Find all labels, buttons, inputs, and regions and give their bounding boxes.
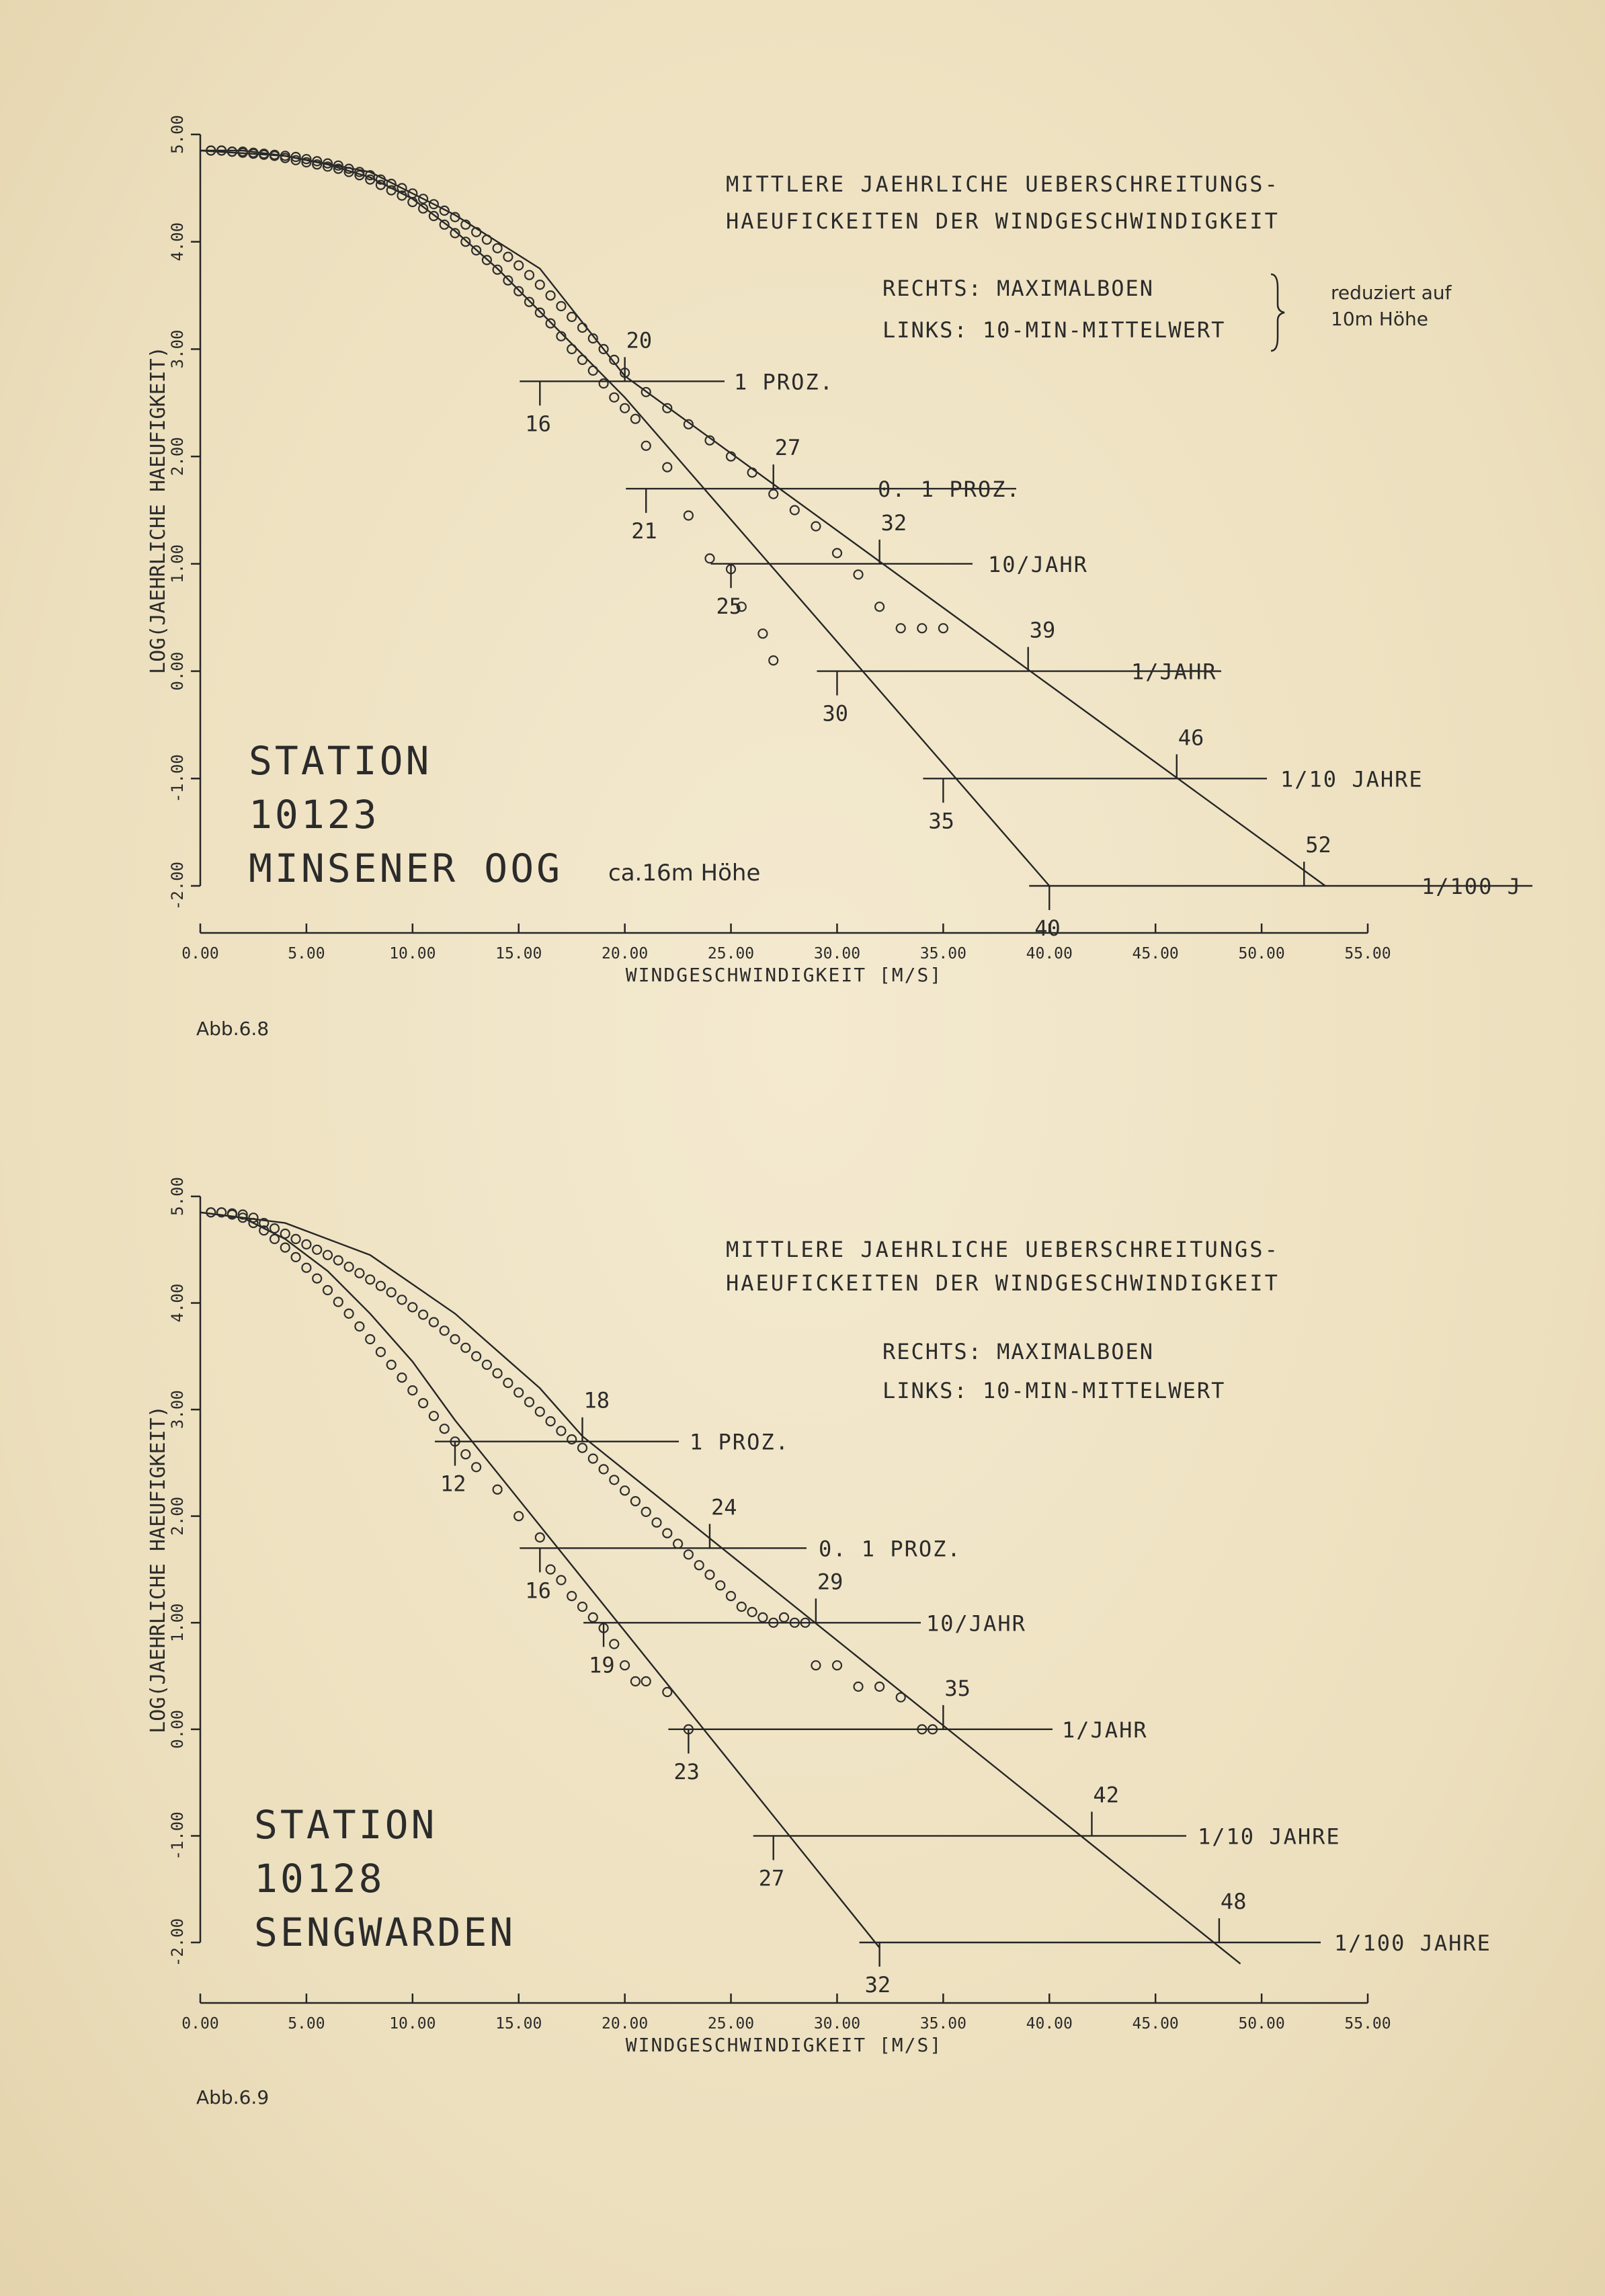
data-point (514, 1512, 523, 1520)
marker-value-left: 25 (716, 593, 743, 619)
data-point (684, 511, 693, 520)
data-point (780, 1613, 788, 1622)
data-point (854, 1682, 863, 1691)
x-tick-label: 45.00 (1132, 2015, 1179, 2033)
legend-entry: LINKS: 10-MIN-MITTELWERT (882, 317, 1226, 343)
figure-caption: Abb.6.9 (196, 2086, 270, 2108)
data-point (355, 1269, 364, 1278)
data-point (833, 1661, 841, 1670)
data-point (811, 1661, 820, 1670)
data-point (376, 1282, 385, 1290)
data-point (875, 1682, 884, 1691)
data-point (811, 522, 820, 531)
station-label: SENGWARDEN (254, 1910, 516, 1955)
data-point (281, 1243, 290, 1252)
chart-title: MITTLERE JAEHRLICHE UEBERSCHREITUNGS- (726, 1237, 1280, 1262)
data-point (408, 1386, 417, 1395)
marker-value-right: 42 (1093, 1782, 1119, 1808)
x-tick-label: 5.00 (288, 2015, 325, 2033)
legend-entry: RECHTS: MAXIMALBOEN (882, 1339, 1155, 1364)
data-point (557, 302, 565, 311)
data-point (493, 1485, 502, 1494)
data-point (461, 1344, 470, 1352)
marker-value-right: 39 (1029, 617, 1056, 643)
station-label: STATION (254, 1802, 438, 1848)
y-tick-label: 0.00 (168, 1709, 187, 1749)
x-tick-label: 0.00 (181, 945, 219, 962)
data-point (376, 1348, 385, 1356)
legend-entry: RECHTS: MAXIMALBOEN (882, 276, 1155, 301)
station-label: 10123 (249, 792, 380, 837)
data-point (589, 1454, 598, 1463)
x-tick-label: 35.00 (919, 945, 966, 962)
x-tick-label: 25.00 (707, 2015, 755, 2033)
data-point (673, 1539, 682, 1548)
data-point (567, 313, 576, 321)
data-point (875, 602, 884, 611)
chart-title-line2: HAEUFICKEITEN DER WINDGESCHWINDIGKEIT (726, 208, 1280, 234)
data-point (387, 1288, 396, 1297)
y-tick-label: -1.00 (168, 754, 187, 803)
data-point (567, 1592, 576, 1600)
data-point (546, 291, 555, 300)
data-point (302, 1240, 311, 1249)
data-point (536, 1533, 544, 1542)
data-point (706, 554, 714, 563)
data-point (514, 1388, 523, 1397)
marker-value-left: 16 (525, 1577, 551, 1604)
data-point (939, 624, 948, 632)
y-tick-label: -1.00 (168, 1811, 187, 1860)
x-tick-label: 40.00 (1026, 2015, 1073, 2033)
data-point (440, 1424, 449, 1433)
data-point (345, 1309, 354, 1318)
data-point (323, 1251, 332, 1260)
marker-value-right: 20 (626, 327, 653, 354)
data-point (642, 1508, 651, 1516)
data-point (706, 1570, 714, 1579)
data-point (642, 1677, 651, 1686)
level-label: 10/JAHR (988, 551, 1088, 577)
x-tick-label: 55.00 (1344, 945, 1391, 962)
x-tick-label: 10.00 (389, 2015, 436, 2033)
marker-value-left: 19 (589, 1652, 615, 1678)
data-point (461, 1450, 470, 1459)
y-axis-title: LOG(JAEHRLICHE HAEUFIGKEIT) (147, 346, 170, 674)
data-point (419, 1311, 427, 1319)
marker-value-left: 32 (864, 1972, 891, 1998)
x-tick-label: 30.00 (813, 2015, 861, 2033)
data-point (663, 1688, 671, 1696)
marker-value-right: 46 (1178, 725, 1204, 751)
x-axis-title: WINDGESCHWINDIGKEIT [M/S] (625, 2034, 943, 2056)
chart-1 (147, 115, 1532, 1040)
data-point (684, 1550, 693, 1559)
data-point (567, 1435, 576, 1444)
x-tick-label: 5.00 (288, 945, 325, 962)
marker-value-left: 23 (673, 1758, 700, 1785)
data-point (897, 1693, 905, 1702)
data-point (758, 629, 767, 638)
data-point (429, 1318, 438, 1327)
x-axis-title: WINDGESCHWINDIGKEIT [M/S] (625, 964, 943, 986)
data-point (472, 1352, 481, 1360)
data-point (493, 1369, 502, 1378)
data-point (355, 1322, 364, 1331)
legend-entry: LINKS: 10-MIN-MITTELWERT (882, 1378, 1226, 1403)
y-tick-label: 4.00 (168, 222, 187, 261)
y-tick-label: 2.00 (168, 437, 187, 477)
data-point (600, 379, 608, 388)
data-point (398, 1295, 407, 1304)
data-point (727, 1592, 735, 1600)
level-label: 1/JAHR (1062, 1717, 1148, 1743)
y-tick-label: 4.00 (168, 1283, 187, 1323)
y-tick-label: -2.00 (168, 1918, 187, 1967)
data-point (366, 1275, 374, 1284)
data-point (737, 1602, 746, 1611)
data-point (429, 1411, 438, 1420)
data-point (323, 1286, 332, 1295)
chart-title-line2: HAEUFICKEITEN DER WINDGESCHWINDIGKEIT (726, 1270, 1280, 1296)
marker-value-left: 27 (758, 1865, 785, 1891)
data-point (631, 1497, 640, 1506)
data-point (897, 624, 905, 632)
y-tick-label: 0.00 (168, 651, 187, 691)
data-point (483, 235, 491, 244)
data-point (270, 1235, 279, 1243)
marker-value-right: 29 (817, 1569, 843, 1595)
data-point (653, 1518, 661, 1527)
data-point (854, 570, 863, 579)
legend-note: 10m Höhe (1331, 308, 1428, 330)
data-point (769, 656, 778, 665)
x-tick-label: 50.00 (1238, 2015, 1285, 2033)
data-point (472, 1463, 481, 1471)
data-point (620, 404, 629, 413)
data-point (620, 1486, 629, 1495)
chart-2 (147, 1177, 1491, 2108)
x-tick-label: 50.00 (1238, 945, 1285, 962)
station-label: 10128 (254, 1856, 385, 1901)
legend-brace (1271, 274, 1284, 351)
data-point (557, 1575, 565, 1584)
data-point (600, 1465, 608, 1473)
level-label: 1/JAHR (1131, 659, 1217, 685)
data-point (631, 415, 640, 423)
data-point (536, 280, 544, 289)
marker-value-right: 32 (880, 509, 907, 536)
y-tick-label: 5.00 (168, 1177, 187, 1216)
data-point (493, 244, 502, 253)
x-tick-label: 10.00 (389, 945, 436, 962)
y-tick-label: 3.00 (168, 1390, 187, 1430)
data-point (313, 1245, 321, 1254)
level-label: 1 PROZ. (734, 369, 834, 395)
x-tick-label: 15.00 (495, 2015, 542, 2033)
data-point (917, 624, 926, 632)
data-point (578, 1602, 587, 1611)
data-point (483, 1360, 491, 1369)
x-tick-label: 40.00 (1026, 945, 1073, 962)
figure-caption: Abb.6.8 (196, 1018, 270, 1040)
marker-value-right: 52 (1305, 832, 1331, 858)
data-point (833, 548, 841, 557)
x-tick-label: 30.00 (813, 945, 861, 962)
marker-value-left: 21 (631, 518, 657, 544)
x-tick-label: 55.00 (1344, 2015, 1391, 2033)
data-point (557, 1426, 565, 1435)
x-tick-label: 0.00 (181, 2015, 219, 2033)
data-point (503, 1379, 512, 1387)
y-axis-title: LOG(JAEHRLICHE HAEUFIGKEIT) (147, 1405, 170, 1733)
data-point (270, 1224, 279, 1233)
level-label: 1/100 JAHRE (1334, 1930, 1491, 1956)
fit-line-series-2 (200, 1213, 1241, 1964)
level-label: 10/JAHR (926, 1610, 1026, 1637)
marker-value-left: 35 (928, 808, 954, 834)
data-point (345, 1262, 354, 1271)
data-point (536, 1407, 544, 1416)
data-point (790, 506, 799, 515)
data-point (408, 1303, 417, 1311)
legend-note: reduziert auf (1331, 282, 1452, 304)
y-tick-label: 1.00 (168, 1603, 187, 1643)
data-point (620, 1661, 629, 1670)
y-tick-label: 2.00 (168, 1496, 187, 1536)
y-tick-label: 3.00 (168, 329, 187, 369)
marker-value-right: 18 (583, 1387, 610, 1413)
data-point (663, 1529, 671, 1538)
data-point (631, 1677, 640, 1686)
data-point (610, 1640, 618, 1649)
level-label: 1 PROZ. (690, 1429, 790, 1455)
y-tick-label: 5.00 (168, 115, 187, 154)
marker-value-right: 24 (710, 1494, 737, 1520)
data-point (206, 1208, 215, 1217)
data-point (334, 1298, 343, 1307)
data-point (249, 1213, 258, 1222)
marker-value-left: 40 (1034, 915, 1061, 941)
data-point (525, 271, 534, 280)
x-tick-label: 35.00 (919, 2015, 966, 2033)
y-tick-label: -2.00 (168, 861, 187, 911)
marker-value-left: 30 (822, 700, 848, 727)
data-point (769, 490, 778, 499)
station-label: STATION (249, 738, 432, 784)
data-point (451, 1335, 460, 1344)
marker-value-right: 27 (774, 435, 801, 461)
data-point (440, 1326, 449, 1335)
data-point (695, 1561, 704, 1569)
data-point (610, 393, 618, 402)
data-point (546, 1417, 555, 1426)
level-label: 1/100 J (1422, 874, 1522, 899)
data-point (589, 366, 598, 375)
data-point (292, 1235, 300, 1243)
y-tick-label: 1.00 (168, 544, 187, 583)
data-point (663, 463, 671, 472)
data-point (567, 345, 576, 354)
marker-value-right: 35 (944, 1675, 971, 1701)
marker-value-left: 12 (440, 1471, 466, 1497)
level-label: 0. 1 PROZ. (819, 1536, 962, 1562)
data-point (387, 1360, 396, 1369)
chart-title: MITTLERE JAEHRLICHE UEBERSCHREITUNGS- (726, 171, 1280, 197)
level-label: 1/10 JAHRE (1280, 766, 1424, 792)
data-point (610, 1475, 618, 1484)
x-tick-label: 45.00 (1132, 945, 1179, 962)
data-point (716, 1581, 725, 1590)
data-point (514, 261, 523, 270)
marker-value-right: 48 (1220, 1889, 1247, 1914)
data-point (578, 356, 587, 364)
data-point (642, 442, 651, 450)
data-point (748, 1608, 757, 1616)
data-point (429, 212, 438, 220)
data-point (525, 1398, 534, 1407)
station-label: MINSENER OOG (249, 846, 563, 891)
data-point (578, 323, 587, 332)
marker-value-left: 16 (525, 411, 551, 437)
data-point (503, 253, 512, 261)
data-point (302, 1264, 311, 1272)
level-label: 1/10 JAHRE (1198, 1823, 1341, 1850)
data-point (366, 1335, 374, 1344)
x-tick-label: 20.00 (602, 2015, 649, 2033)
data-point (758, 1613, 767, 1622)
x-tick-label: 25.00 (707, 945, 755, 962)
data-point (313, 1274, 321, 1283)
level-label: 0. 1 PROZ. (878, 477, 1021, 503)
data-point (578, 1444, 587, 1452)
data-point (546, 1565, 555, 1574)
data-point (292, 1253, 300, 1262)
station-height-note: ca.16m Höhe (608, 860, 761, 887)
data-point (589, 1613, 598, 1622)
x-tick-label: 20.00 (602, 945, 649, 962)
data-point (334, 1256, 343, 1265)
data-point (281, 1229, 290, 1238)
data-point (461, 237, 470, 246)
data-point (419, 1399, 427, 1407)
data-point (398, 1373, 407, 1382)
x-tick-label: 15.00 (495, 945, 542, 962)
